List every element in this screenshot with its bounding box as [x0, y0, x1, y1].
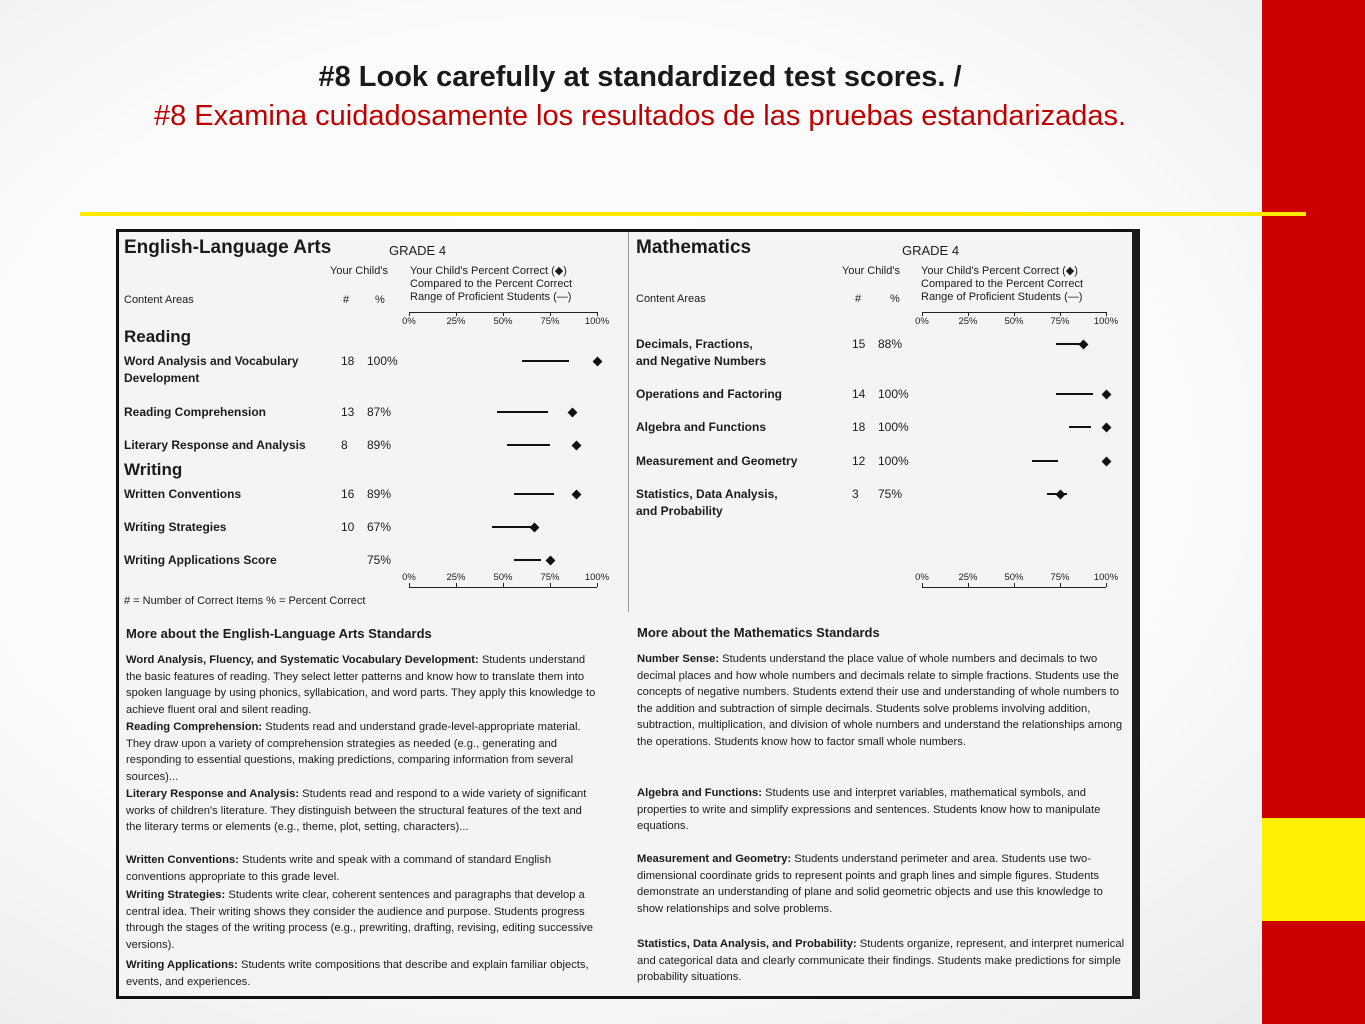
- math-axis-tick-label: 100%: [1093, 316, 1119, 327]
- math-row-pct: 100%: [878, 387, 909, 401]
- ela-hdr-num: #: [343, 294, 350, 306]
- math-standard-text: Students use and interpret variables, mathematical symbols, and properties to write and simplify expressions and sentences. Students know how to manipulate equations.: [637, 787, 1101, 832]
- slide-title: [140, 58, 1140, 136]
- math-standard-paragraph: [637, 651, 1132, 750]
- ela-standard-term: Writing Strategies:: [126, 889, 226, 901]
- ela-row-pct: 75%: [367, 553, 392, 567]
- ela-axis-line: [409, 587, 597, 588]
- ela-score-marker: [568, 407, 578, 417]
- ela-proficient-range-bar: [514, 559, 540, 561]
- ela-standard-text: Students read and respond to a wide variety of significant works of children's literature. They distinguish between the structural features of the text and the literary terms or elements (e.g., theme, plot, setting, characters)...: [126, 788, 587, 833]
- title-underline: [80, 212, 1306, 216]
- math-proficient-range-bar: [1069, 426, 1091, 428]
- math-grade: GRADE 4: [902, 243, 960, 258]
- ela-score-marker: [571, 489, 581, 499]
- reading-heading: Reading: [124, 327, 192, 346]
- ela-score-marker: [592, 356, 602, 366]
- ela-proficient-range-bar: [497, 411, 548, 413]
- ela-standard-text: Students write clear, coherent sentences and paragraphs that develop a central idea. Their writing shows they consider the audience and purpose. Students progress through the stages of the writing process (e.g., prewriting, drafting, revising, editing successive versions).: [126, 889, 594, 951]
- ela-score-marker: [571, 440, 581, 450]
- math-row-num: 14: [852, 387, 866, 401]
- math-row-label: Algebra and Functions: [636, 420, 767, 434]
- ela-axis-tick-label: 75%: [540, 316, 560, 327]
- ela-score-marker: [545, 555, 555, 565]
- ela-row-num: 10: [341, 520, 355, 534]
- ela-row-pct: 87%: [367, 405, 392, 419]
- ela-hdr-pct-2: Compared to the Percent Correct: [410, 278, 573, 290]
- yellow-accent-block: [1262, 818, 1365, 921]
- math-standard-paragraph: [637, 936, 1132, 986]
- ela-axis-tick-label: 100%: [584, 316, 610, 327]
- ela-axis-tick-label: 0%: [402, 316, 416, 327]
- ela-proficient-range-bar: [507, 444, 550, 446]
- math-proficient-range-bar: [1056, 393, 1093, 395]
- math-standard-paragraph: [637, 851, 1132, 917]
- math-row-label: Operations and Factoring: [636, 387, 783, 401]
- math-axis-line: [922, 587, 1106, 588]
- math-axis-tick: [1106, 583, 1107, 587]
- ela-axis-tick-label: 50%: [493, 572, 513, 583]
- math-score-marker: [1079, 339, 1089, 349]
- math-standard-text: Students understand the place value of whole numbers and decimals to two decimal places and how whole numbers and decimals relate to simple fractions. Students use the concepts of negative numbers. Students extend their use and understanding of whole numbers to the addition and subtraction of simple decimals. Students solve problems involving addition, subtraction, multiplication, and division of whole numbers and understand the relationships among the operations. Students know how to factor small whole numbers.: [637, 653, 1123, 748]
- math-axis-tick-label: 100%: [1093, 572, 1119, 583]
- math-row-pct: 100%: [878, 420, 909, 434]
- title-english: #8 Look carefully at standardized test scores. /: [318, 61, 962, 93]
- column-divider: [628, 232, 629, 612]
- ela-standard-term: Written Conventions:: [126, 854, 239, 866]
- ela-standard-paragraph: [126, 957, 596, 990]
- ela-axis-tick-label: 25%: [446, 316, 466, 327]
- math-hdr-content: Content Areas: [636, 293, 706, 305]
- ela-title: English-Language Arts: [124, 237, 332, 258]
- ela-proficient-range-bar: [522, 360, 569, 362]
- ela-grade: GRADE 4: [389, 243, 447, 258]
- math-hdr-child: Your Child's: [842, 265, 900, 277]
- math-row-label: Measurement and Geometry: [636, 454, 798, 468]
- math-proficient-range-bar: [1032, 460, 1058, 462]
- ela-row-num: 16: [341, 487, 355, 501]
- ela-row-label: Word Analysis and Vocabulary: [124, 354, 299, 368]
- math-axis-tick-label: 0%: [915, 316, 929, 327]
- ela-row-num: 8: [341, 438, 348, 452]
- math-row-pct: 100%: [878, 454, 909, 468]
- ela-axis-tick: [550, 583, 551, 587]
- ela-standard-term: Reading Comprehension:: [126, 721, 263, 733]
- ela-standard-paragraph: [126, 652, 596, 718]
- math-row-pct: 75%: [878, 487, 903, 501]
- math-row-label: Decimals, Fractions,: [636, 337, 753, 351]
- ela-axis-tick: [597, 583, 598, 587]
- math-row-label-2: and Negative Numbers: [636, 354, 767, 368]
- ela-row-pct: 67%: [367, 520, 392, 534]
- math-standard-text: Students understand perimeter and area. Students use two-dimensional coordinate grids to represent points and graph lines and simple figures. Students demonstrate an understanding of plane and solid geometric objects and use this knowledge to show relationships and solve problems.: [637, 853, 1103, 915]
- ela-proficient-range-bar: [514, 493, 553, 495]
- ela-standard-term: Word Analysis, Fluency, and Systematic Vocabulary Development:: [126, 654, 479, 666]
- ela-score-marker: [530, 522, 540, 532]
- math-standard-paragraph: [637, 785, 1132, 835]
- math-hdr-num: #: [855, 293, 862, 305]
- math-row-label: Statistics, Data Analysis,: [636, 487, 778, 501]
- math-row-num: 18: [852, 420, 866, 434]
- math-hdr-pct-3: Range of Proficient Students (—): [921, 291, 1083, 303]
- ela-legend: # = Number of Correct Items % = Percent Correct: [124, 595, 366, 607]
- ela-axis-tick: [409, 583, 410, 587]
- ela-standard-paragraph: [126, 887, 596, 953]
- ela-standard-paragraph: [126, 852, 596, 885]
- math-standards-title: More about the Mathematics Standards: [637, 625, 880, 640]
- title-spanish: #8 Examina cuidadosamente los resultados de las pruebas estandarizadas.: [153, 100, 1127, 132]
- math-axis-tick-label: 25%: [958, 572, 978, 583]
- ela-hdr-pct-3: Range of Proficient Students (—): [410, 291, 572, 303]
- ela-row-pct: 89%: [367, 438, 392, 452]
- math-axis-tick: [1014, 583, 1015, 587]
- writing-heading: Writing: [124, 460, 183, 479]
- math-score-marker: [1055, 489, 1065, 499]
- math-standard-term: Number Sense:: [637, 653, 720, 665]
- math-axis-tick: [968, 583, 969, 587]
- math-axis-tick-label: 0%: [915, 572, 929, 583]
- math-axis-tick-label: 25%: [958, 316, 978, 327]
- math-axis-tick-label: 75%: [1050, 572, 1070, 583]
- score-report-image: [116, 229, 1138, 999]
- math-hdr-pct-2: Compared to the Percent Correct: [921, 278, 1084, 290]
- ela-row-label-2: Development: [124, 371, 200, 385]
- math-axis-tick-label: 50%: [1004, 572, 1024, 583]
- math-row-pct: 88%: [878, 337, 903, 351]
- ela-row-label: Reading Comprehension: [124, 405, 267, 419]
- ela-standard-text: Students write compositions that describe and explain familiar objects, events, and experiences.: [126, 959, 589, 988]
- ela-row-num: 13: [341, 405, 355, 419]
- math-row-label-2: and Probability: [636, 504, 723, 518]
- document-edge-shadow: [1132, 229, 1140, 999]
- ela-standard-paragraph: [126, 786, 596, 836]
- ela-axis-tick-label: 75%: [540, 572, 560, 583]
- math-axis-tick-label: 75%: [1050, 316, 1070, 327]
- ela-axis-tick: [503, 583, 504, 587]
- ela-standard-paragraph: [126, 719, 596, 785]
- ela-row-label: Writing Strategies: [124, 520, 227, 534]
- ela-row-label: Written Conventions: [124, 487, 242, 501]
- math-axis-tick: [922, 583, 923, 587]
- ela-row-label: Writing Applications Score: [124, 553, 277, 567]
- ela-hdr-content: Content Areas: [124, 294, 194, 306]
- math-score-marker: [1101, 422, 1111, 432]
- math-score-marker: [1101, 456, 1111, 466]
- math-title: Mathematics: [636, 237, 752, 258]
- math-standard-term: Measurement and Geometry:: [637, 853, 792, 865]
- ela-standard-text: Students write and speak with a command of standard English conventions appropriate to this grade level.: [126, 854, 552, 883]
- ela-axis-tick-label: 0%: [402, 572, 416, 583]
- ela-standards-title: More about the English-Language Arts Standards: [126, 626, 432, 641]
- ela-standard-term: Literary Response and Analysis:: [126, 788, 300, 800]
- math-hdr-pct: %: [890, 293, 900, 305]
- ela-standard-text: Students read and understand grade-level-appropriate material. They draw upon a variety of comprehension strategies as needed (e.g., generating and responding to essential questions, making predictions, comparing information from several sources)...: [126, 721, 581, 783]
- ela-row-pct: 89%: [367, 487, 392, 501]
- ela-axis-tick: [456, 583, 457, 587]
- math-row-num: 15: [852, 337, 866, 351]
- ela-hdr-pct-1: Your Child's Percent Correct (◆): [410, 265, 567, 277]
- ela-axis-tick-label: 100%: [584, 572, 610, 583]
- ela-row-label: Literary Response and Analysis: [124, 438, 306, 452]
- math-axis-tick-label: 50%: [1004, 316, 1024, 327]
- math-standard-text: Students organize, represent, and interpret numerical and categorical data and clearly communicate their findings. Students make predictions for simple probability situations.: [637, 938, 1125, 983]
- math-score-marker: [1101, 389, 1111, 399]
- ela-row-pct: 100%: [367, 354, 398, 368]
- math-row-num: 12: [852, 454, 866, 468]
- ela-axis-tick-label: 50%: [493, 316, 513, 327]
- math-hdr-pct-1: Your Child's Percent Correct (◆): [921, 265, 1078, 277]
- math-row-num: 3: [852, 487, 859, 501]
- ela-hdr-child: Your Child's: [330, 265, 388, 277]
- ela-standard-text: Students understand the basic features of reading. They select letter patterns and know how to translate them into spoken language by using phonics, syllabication, and word parts. They apply this knowledge to achieve fluent oral and silent reading.: [126, 654, 596, 716]
- ela-hdr-pct: %: [375, 294, 385, 306]
- ela-standard-term: Writing Applications:: [126, 959, 238, 971]
- ela-row-num: 18: [341, 354, 355, 368]
- ela-axis-tick-label: 25%: [446, 572, 466, 583]
- math-standard-term: Statistics, Data Analysis, and Probability:: [637, 938, 857, 950]
- math-axis-tick: [1060, 583, 1061, 587]
- math-standard-term: Algebra and Functions:: [637, 787, 762, 799]
